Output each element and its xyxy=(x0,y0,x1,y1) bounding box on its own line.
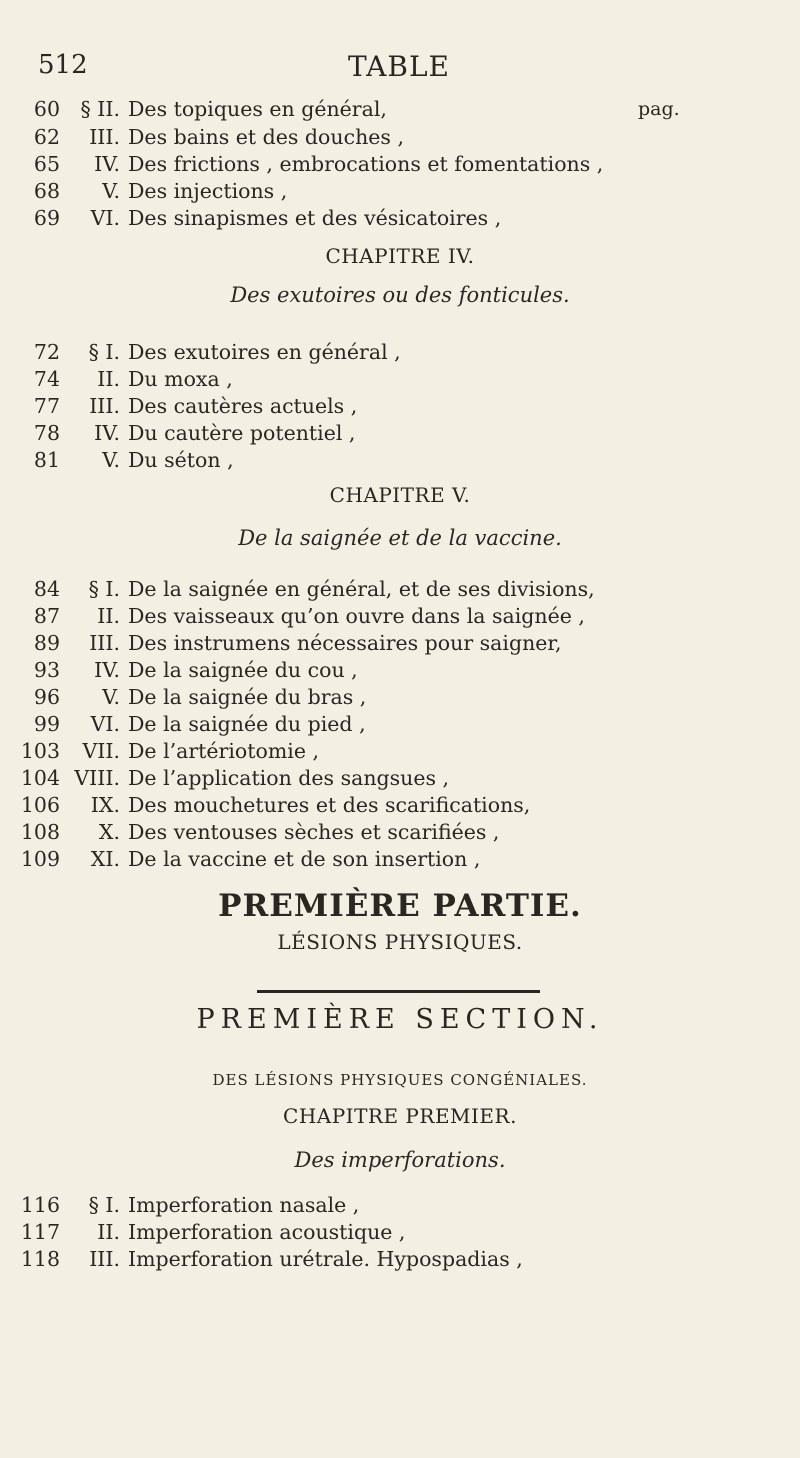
entry-page-number: 106 xyxy=(20,793,60,817)
toc-entry xyxy=(0,94,800,124)
entry-page-number: 116 xyxy=(20,1193,60,1217)
pag-label: pag. xyxy=(638,98,680,120)
entry-number: § II. xyxy=(80,97,120,121)
entry-title: Des cautères actuels , xyxy=(128,394,358,418)
entry-page-number: 89 xyxy=(33,631,60,655)
page-header xyxy=(38,50,760,90)
entry-number: V. xyxy=(102,685,120,709)
toc-entry xyxy=(0,817,800,847)
entry-title: Des vaisseaux qu’on ouvre dans la saignée , xyxy=(128,604,585,628)
entry-number: V. xyxy=(102,179,120,203)
toc-entry xyxy=(0,655,800,685)
toc-entry xyxy=(0,122,800,152)
entry-number: II. xyxy=(97,367,120,391)
entry-number: V. xyxy=(102,448,120,472)
entry-title: Imperforation acoustique , xyxy=(128,1220,406,1244)
entry-title: De la saignée du pied , xyxy=(128,712,366,736)
horizontal-rule xyxy=(257,990,540,993)
entry-title: Des sinapismes et des vésicatoires , xyxy=(128,206,502,230)
entry-page-number: 104 xyxy=(20,766,60,790)
entry-page-number: 93 xyxy=(33,658,60,682)
entry-page-number: 96 xyxy=(33,685,60,709)
entry-page-number: 68 xyxy=(33,179,60,203)
toc-entry xyxy=(0,176,800,206)
toc-entry xyxy=(0,364,800,394)
part-heading: PREMIÈRE PARTIE. xyxy=(218,888,582,924)
entry-number: X. xyxy=(98,820,120,844)
entry-number: IV. xyxy=(94,421,120,445)
entry-number: XI. xyxy=(90,847,120,871)
entry-number: § I. xyxy=(88,1193,120,1217)
section-heading: PREMIÈRE SECTION. xyxy=(196,1004,604,1035)
entry-number: VI. xyxy=(90,712,120,736)
entry-title: Des mouchetures et des scarifications, xyxy=(128,793,531,817)
chapter-subtitle: Des exutoires ou des fonticules. xyxy=(230,283,570,307)
entry-title: Imperforation urétrale. Hypospadias , xyxy=(128,1247,523,1271)
entry-number: II. xyxy=(97,604,120,628)
entry-page-number: 60 xyxy=(33,97,60,121)
toc-entry xyxy=(0,149,800,179)
entry-number: VIII. xyxy=(74,766,120,790)
entry-title: Du cautère potentiel , xyxy=(128,421,356,445)
entry-page-number: 108 xyxy=(20,820,60,844)
entry-page-number: 62 xyxy=(33,125,60,149)
entry-page-number: 99 xyxy=(33,712,60,736)
entry-title: De la vaccine et de son insertion , xyxy=(128,847,481,871)
entry-number: III. xyxy=(89,394,120,418)
entry-title: Des bains et des douches , xyxy=(128,125,404,149)
chapter-heading: CHAPITRE V. xyxy=(329,483,471,507)
entry-title: De la saignée en général, et de ses divisions, xyxy=(128,577,595,601)
entry-number: IV. xyxy=(94,152,120,176)
entry-title: Imperforation nasale , xyxy=(128,1193,360,1217)
entry-title: Du séton , xyxy=(128,448,234,472)
toc-entry xyxy=(0,418,800,448)
chapter-heading: CHAPITRE IV. xyxy=(325,244,475,268)
toc-entry xyxy=(0,844,800,874)
toc-entry xyxy=(0,391,800,421)
toc-entry xyxy=(0,337,800,367)
chapter-subtitle: Des imperforations. xyxy=(294,1148,506,1172)
entry-title: Des topiques en général, xyxy=(128,97,387,121)
toc-entry xyxy=(0,709,800,739)
entry-number: III. xyxy=(89,631,120,655)
chapter-subtitle: De la saignée et de la vaccine. xyxy=(238,526,562,550)
toc-entry xyxy=(0,1190,800,1220)
entry-title: Des instrumens nécessaires pour saigner, xyxy=(128,631,562,655)
entry-title: De l’artériotomie , xyxy=(128,739,319,763)
page-number: 512 xyxy=(38,50,88,80)
entry-number: § I. xyxy=(88,577,120,601)
toc-entry xyxy=(0,1244,800,1274)
entry-page-number: 77 xyxy=(33,394,60,418)
toc-entry xyxy=(0,203,800,233)
entry-title: Des ventouses sèches et scarifiées , xyxy=(128,820,500,844)
entry-number: VI. xyxy=(90,206,120,230)
entry-page-number: 81 xyxy=(33,448,60,472)
entry-number: III. xyxy=(89,1247,120,1271)
running-title: TABLE xyxy=(348,50,450,83)
toc-entry xyxy=(0,763,800,793)
entry-page-number: 69 xyxy=(33,206,60,230)
chapter-heading: CHAPITRE PREMIER. xyxy=(283,1104,517,1128)
toc-entry xyxy=(0,736,800,766)
entry-page-number: 103 xyxy=(20,739,60,763)
toc-entry xyxy=(0,790,800,820)
entry-number: III. xyxy=(89,125,120,149)
toc-entry xyxy=(0,601,800,631)
entry-title: Des frictions , embrocations et fomentations , xyxy=(128,152,604,176)
section-subtitle: DES LÉSIONS PHYSIQUES CONGÉNIALES. xyxy=(212,1071,588,1089)
entry-number: IV. xyxy=(94,658,120,682)
toc-entry xyxy=(0,682,800,712)
entry-title: Des injections , xyxy=(128,179,288,203)
toc-entry xyxy=(0,445,800,475)
entry-page-number: 72 xyxy=(33,340,60,364)
entry-page-number: 78 xyxy=(33,421,60,445)
entry-page-number: 118 xyxy=(20,1247,60,1271)
entry-number: VII. xyxy=(82,739,120,763)
toc-entry xyxy=(0,1217,800,1247)
toc-entry xyxy=(0,574,800,604)
entry-number: § I. xyxy=(88,340,120,364)
entry-number: IX. xyxy=(90,793,120,817)
entry-page-number: 117 xyxy=(20,1220,60,1244)
entry-page-number: 109 xyxy=(20,847,60,871)
entry-page-number: 74 xyxy=(33,367,60,391)
entry-number: II. xyxy=(97,1220,120,1244)
entry-title: De la saignée du cou , xyxy=(128,658,358,682)
entry-page-number: 65 xyxy=(33,152,60,176)
entry-title: De l’application des sangsues , xyxy=(128,766,450,790)
entry-title: Du moxa , xyxy=(128,367,233,391)
entry-page-number: 87 xyxy=(33,604,60,628)
part-subtitle: LÉSIONS PHYSIQUES. xyxy=(277,930,523,954)
toc-entry xyxy=(0,628,800,658)
entry-page-number: 84 xyxy=(33,577,60,601)
entry-title: De la saignée du bras , xyxy=(128,685,367,709)
entry-title: Des exutoires en général , xyxy=(128,340,401,364)
